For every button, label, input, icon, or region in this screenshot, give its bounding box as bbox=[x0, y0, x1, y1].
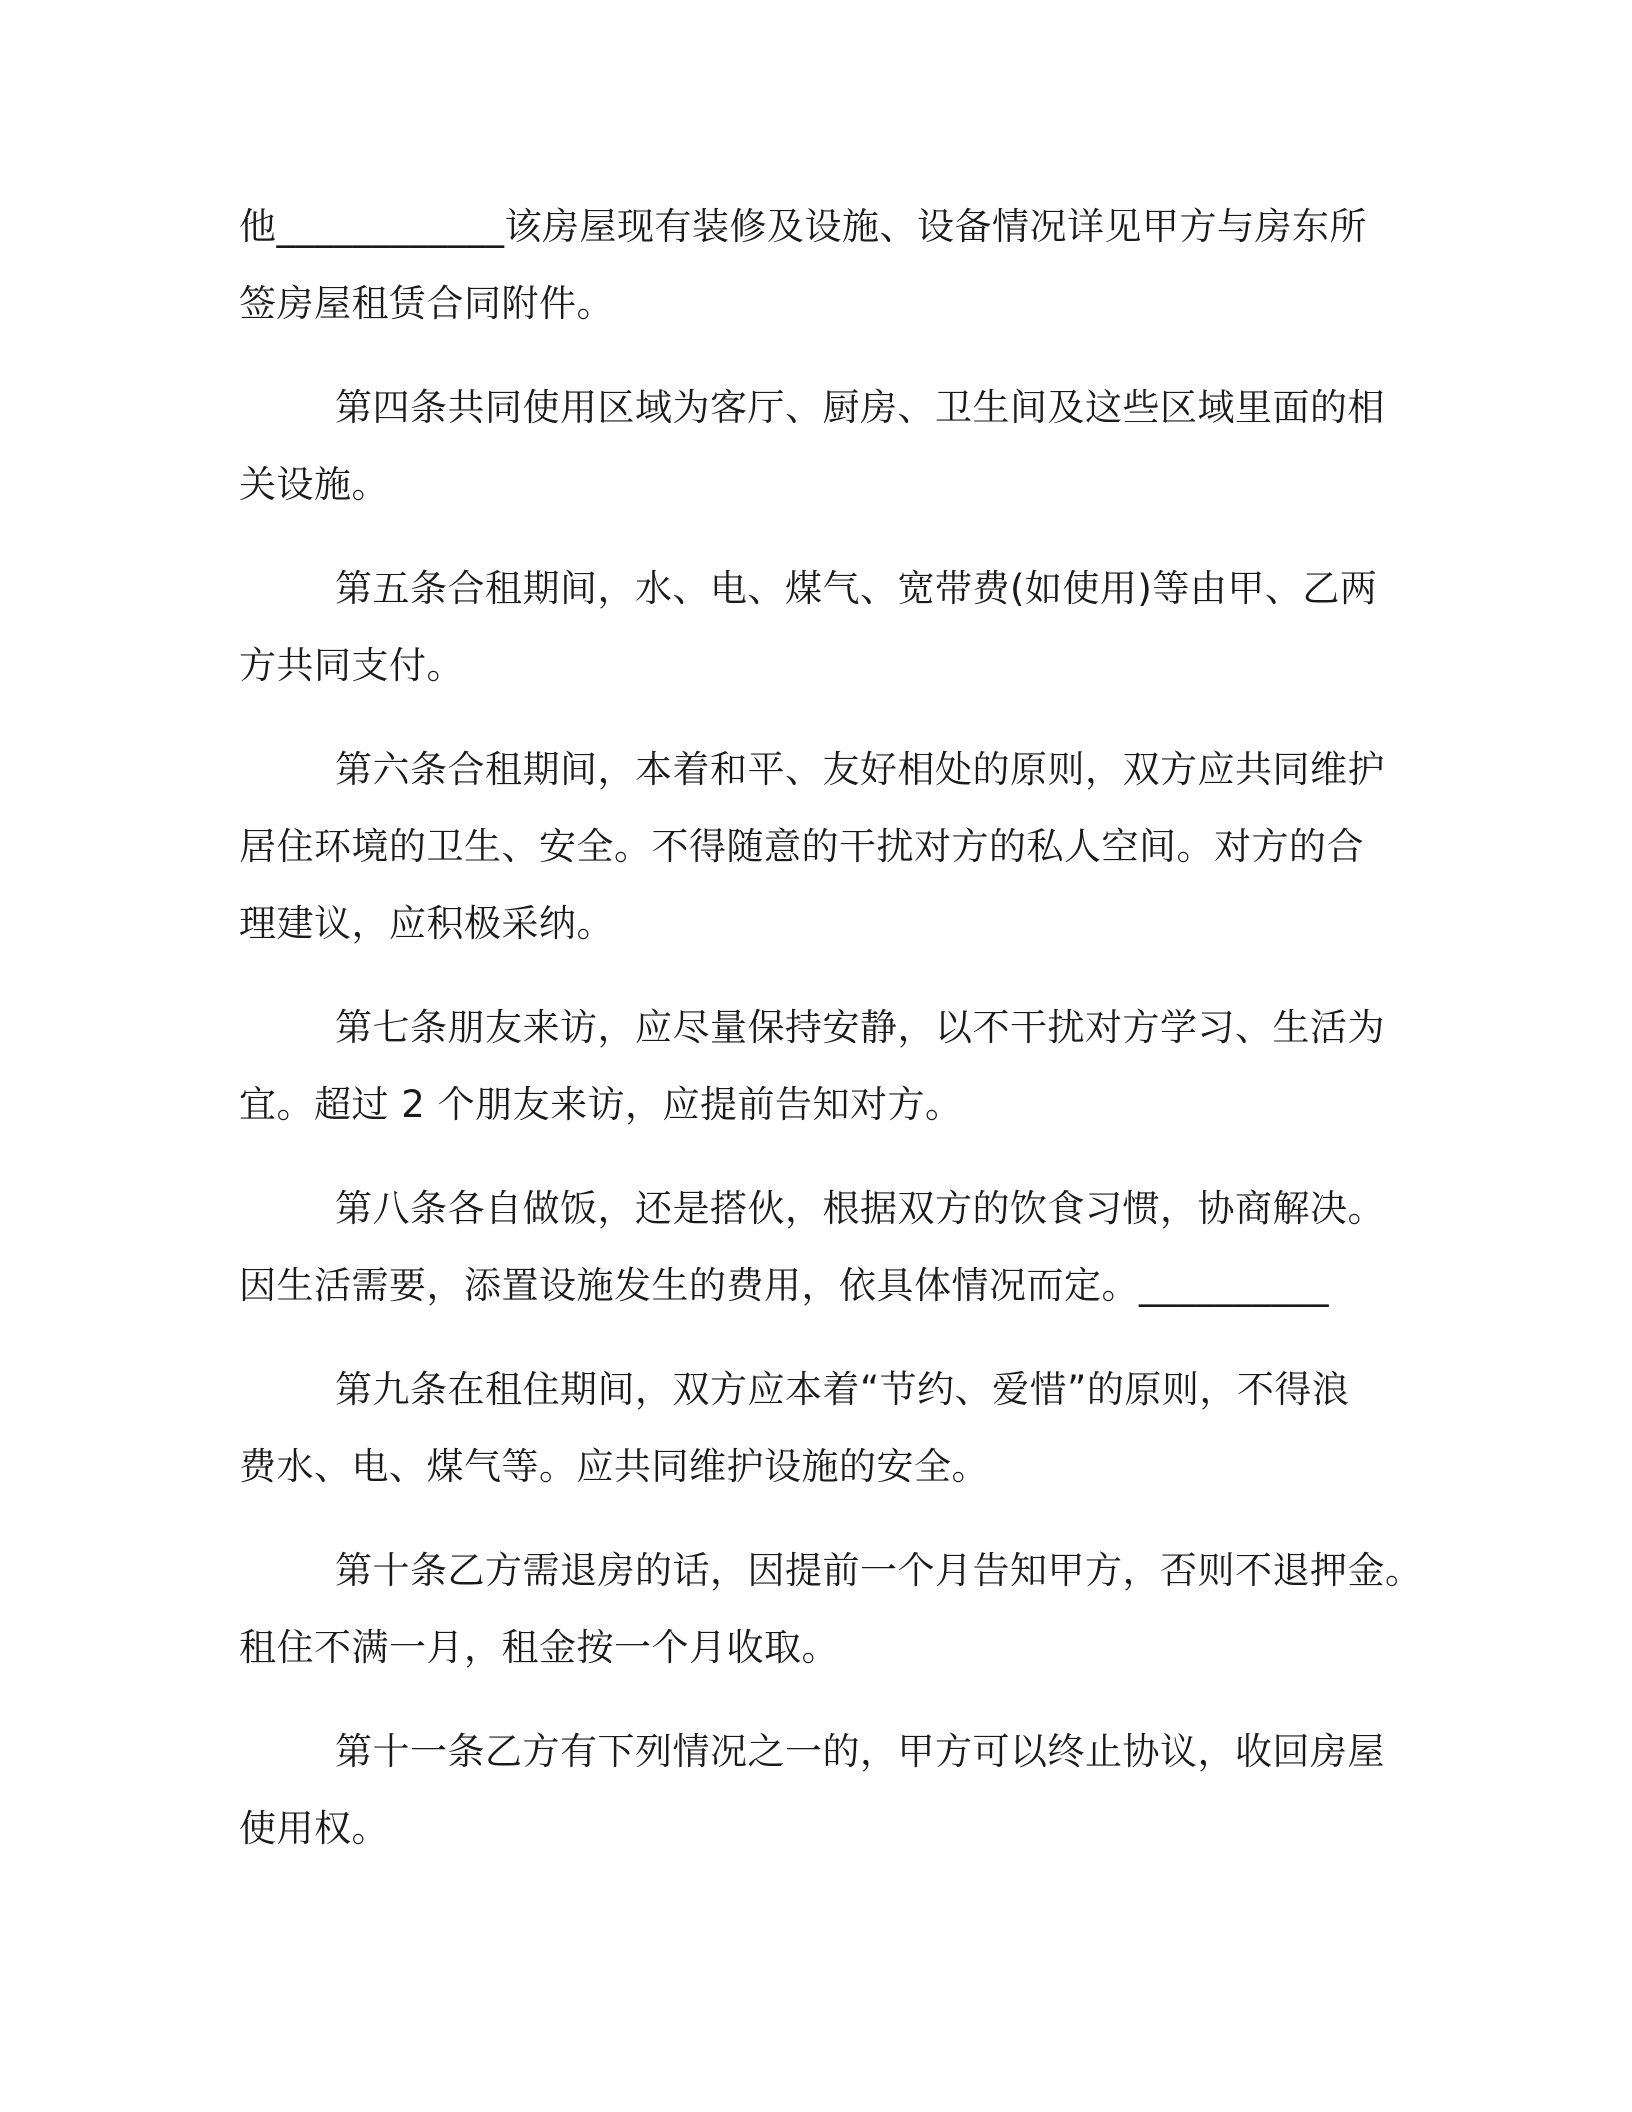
article-5 bbox=[239, 550, 1419, 704]
article-4 bbox=[239, 369, 1419, 523]
text-line: 宜。超过 2 个朋友来访，应提前告知对方。 bbox=[239, 1083, 963, 1126]
article-9 bbox=[239, 1351, 1419, 1505]
text-line: 费水、电、煤气等。应共同维护设施的安全。 bbox=[239, 1445, 989, 1488]
text-line: 第六条合租期间，本着和平、友好相处的原则，双方应共同维护 bbox=[335, 748, 1385, 791]
text-line: 使用权。 bbox=[239, 1807, 389, 1850]
article-11 bbox=[239, 1713, 1419, 1867]
article-6 bbox=[239, 731, 1419, 962]
text-line: 签房屋租赁合同附件。 bbox=[239, 282, 614, 325]
text-line: 他____________该房屋现有装修及设施、设备情况详见甲方与房东所 bbox=[239, 205, 1367, 248]
text-line: 第四条共同使用区域为客厅、厨房、卫生间及这些区域里面的相 bbox=[335, 386, 1385, 429]
text-line: 关设施。 bbox=[239, 463, 389, 506]
paragraph-continuation bbox=[239, 188, 1419, 342]
text-line: 理建议，应积极采纳。 bbox=[239, 902, 614, 945]
article-7 bbox=[239, 989, 1419, 1143]
text-line: 第八条各自做饭，还是搭伙，根据双方的饮食习惯，协商解决。 bbox=[335, 1187, 1385, 1230]
text-line: 第十一条乙方有下列情况之一的，甲方可以终止协议，收回房屋 bbox=[335, 1730, 1385, 1773]
text-line: 第七条朋友来访，应尽量保持安静，以不干扰对方学习、生活为 bbox=[335, 1006, 1385, 1049]
article-8 bbox=[239, 1170, 1419, 1324]
article-10 bbox=[239, 1532, 1423, 1686]
text-line: 租住不满一月，租金按一个月收取。 bbox=[239, 1626, 839, 1669]
text-line: 第五条合租期间，水、电、煤气、宽带费(如使用)等由甲、乙两 bbox=[335, 567, 1378, 610]
document-body bbox=[239, 188, 1423, 1894]
text-line: 因生活需要，添置设施发生的费用，依具体情况而定。__________ bbox=[239, 1264, 1329, 1307]
text-line: 第九条在租住期间，双方应本着“节约、爱惜”的原则，不得浪 bbox=[335, 1368, 1350, 1411]
text-line: 第十条乙方需退房的话，因提前一个月告知甲方，否则不退押金。 bbox=[335, 1549, 1423, 1592]
text-line: 方共同支付。 bbox=[239, 644, 464, 687]
text-line: 居住环境的卫生、安全。不得随意的干扰对方的私人空间。对方的合 bbox=[239, 825, 1364, 868]
